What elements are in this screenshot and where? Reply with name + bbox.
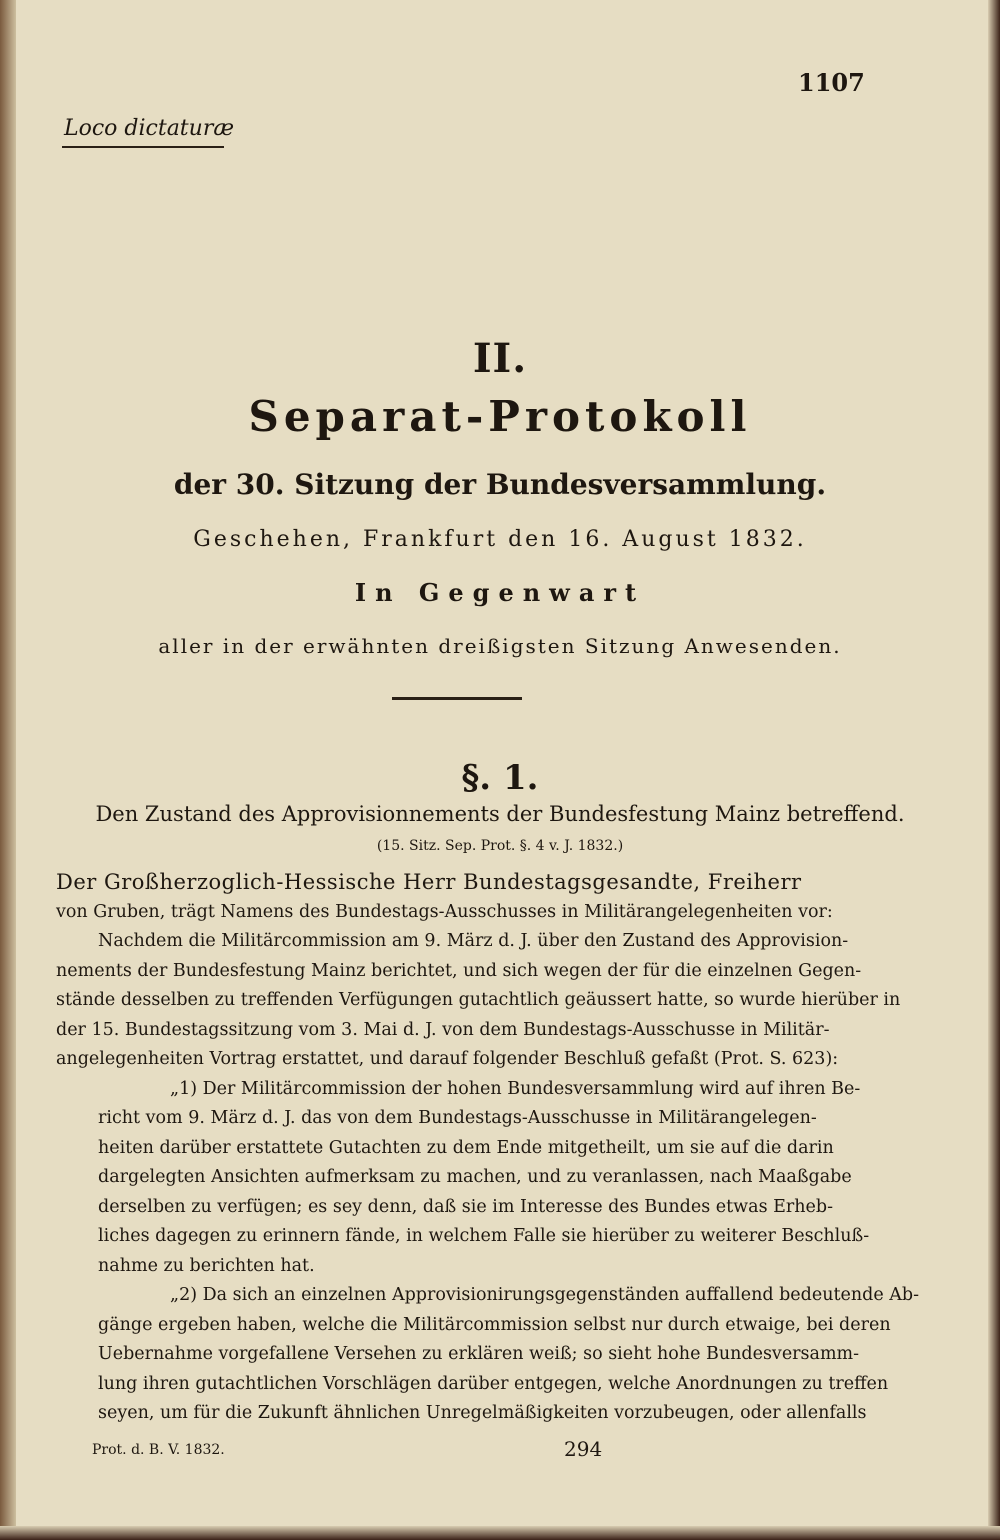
document-title: Separat-Protokoll	[248, 392, 752, 441]
section-reference: (15. Sitz. Sep. Prot. §. 4 v. J. 1832.)	[376, 838, 624, 854]
footer-signature: Prot. d. B. V. 1832.	[92, 1442, 225, 1458]
body-text	[56, 868, 920, 1429]
body-line: derselben zu verfügen; es sey denn, daß sie im Interesse des Bundes etwas Erheb-	[98, 1196, 834, 1217]
ornamental-rule	[392, 697, 522, 700]
section-title: Den Zustand des Approvisionnements der Bundesfestung Mainz betreffend.	[95, 802, 905, 826]
body-line: liches dagegen zu erinnern fände, in welchem Falle sie hierüber zu weiterer Beschluß-	[98, 1226, 870, 1246]
body-line: angelegenheiten Vortrag erstattet, und darauf folgender Beschluß gefaßt (Prot. S. 623):	[56, 1049, 839, 1069]
body-line: nahme zu berichten hat.	[98, 1255, 315, 1276]
footer-sheet-number: 294	[564, 1437, 603, 1461]
body-line: gänge ergeben haben, welche die Militärcommission selbst nur durch etwaige, bei deren	[98, 1314, 891, 1335]
body-line: seyen, um für die Zukunft ähnlichen Unregelmäßigkeiten vorzubeugen, oder allenfalls	[98, 1403, 867, 1423]
date-line: Geschehen, Frankfurt den 16. August 1832.	[193, 527, 807, 552]
running-header: Loco dictaturæ	[64, 116, 235, 141]
body-line: der 15. Bundestagssitzung vom 3. Mai d. J. von dem Bundestags-Ausschusse in Militär-	[56, 1019, 830, 1040]
body-line: heiten darüber erstattete Gutachten zu dem Ende mitgetheilt, um sie auf die darin	[98, 1137, 834, 1158]
body-line: von Gruben, trägt Namens des Bundestags-Ausschusses in Militärangelegenheiten vor:	[56, 901, 833, 922]
page-number: 1107	[798, 68, 865, 97]
presence-heading: In Gegenwart	[354, 578, 646, 607]
body-line: stände desselben zu treffenden Verfügungen gutachtlich geäussert hatte, so wurde hierüber in	[56, 990, 901, 1010]
body-line: dargelegten Ansichten aufmerksam zu machen, und zu veranlassen, nach Maaßgabe	[98, 1167, 852, 1187]
section-number: §. 1.	[461, 758, 539, 798]
body-line: „1) Der Militärcommission der hohen Bundesversammlung wird auf ihren Be-	[170, 1078, 861, 1099]
body-line: lung ihren gutachtlichen Vorschlägen darüber entgegen, welche Anordnungen zu treffen	[98, 1373, 889, 1394]
body-line: Nachdem die Militärcommission am 9. März d. J. über den Zustand des Approvision-	[98, 931, 849, 951]
part-numeral: II.	[472, 335, 528, 382]
body-line: richt vom 9. März d. J. das von dem Bundestags-Ausschusse in Militärangelegen-	[98, 1108, 817, 1128]
body-line: „2) Da sich an einzelnen Approvisionirungsgegenständen auffallend bedeutende Ab-	[170, 1285, 920, 1305]
body-line: Uebernahme vorgefallene Versehen zu erklären weiß; so sieht hohe Bundesversamm-	[98, 1344, 860, 1364]
document-subtitle: der 30. Sitzung der Bundesversammlung.	[173, 468, 827, 501]
page-bottom-edge	[0, 1526, 1000, 1540]
header-rule	[62, 146, 224, 148]
presence-detail: aller in der erwähnten dreißigsten Sitzung Anwesenden.	[158, 634, 842, 658]
body-line: Der Großherzoglich-Hessische Herr Bundestagsgesandte, Freiherr	[56, 870, 802, 894]
body-line: nements der Bundesfestung Mainz berichtet, und sich wegen der für die einzelnen Gegen-	[56, 960, 862, 981]
